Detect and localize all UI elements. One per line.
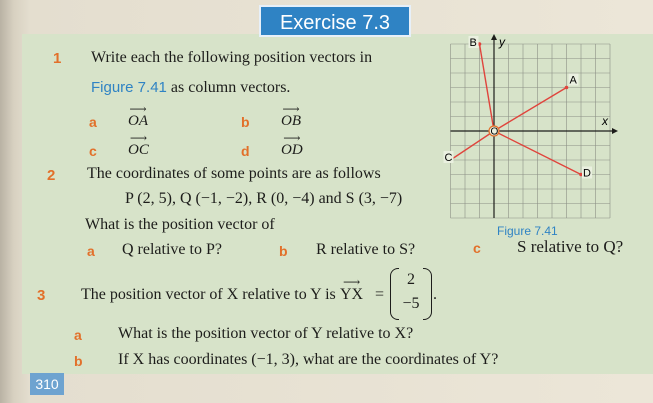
q2b-label: b — [279, 243, 288, 259]
y-axis-arrow — [491, 34, 497, 40]
q1d-vector: ⟶ OD — [281, 131, 303, 158]
q2-line1: The coordinates of some points are as follows — [87, 165, 381, 182]
q2a-text: Q relative to P? — [122, 241, 222, 258]
q3b-text: If X has coordinates (−1, 3), what are the coordinates of Y? — [118, 351, 499, 368]
q2c-label: c — [473, 240, 481, 256]
q3-vector: ⟶ YX — [340, 275, 364, 303]
q3-number: 3 — [37, 287, 46, 304]
page-number: 310 — [30, 373, 64, 395]
point-label-C: C — [444, 152, 453, 164]
q1-line2: Figure 7.41 as column vectors. — [91, 79, 291, 96]
column-bottom: −5 — [402, 295, 420, 312]
q1a-vector: ⟶ OA — [128, 102, 148, 129]
point-A — [565, 86, 569, 90]
position-vector-grid-figure — [444, 30, 619, 222]
q3-end: . — [433, 286, 437, 303]
q3a-label: a — [74, 327, 82, 343]
q2b-text: R relative to S? — [316, 241, 416, 258]
q1b-label: b — [241, 114, 250, 130]
q1c-label: c — [89, 143, 97, 159]
figure-reference-link[interactable]: Figure 7.41 — [91, 79, 167, 96]
y-axis-label: y — [499, 35, 505, 49]
q1a-label: a — [89, 114, 97, 130]
point-label-A: A — [569, 74, 577, 87]
column-top: 2 — [407, 271, 415, 288]
origin-label: O — [490, 126, 499, 138]
q3-equals: = — [375, 286, 385, 303]
vector-OA — [494, 88, 567, 132]
q3-column-vector — [390, 268, 432, 320]
q3a-text: What is the position vector of Y relative to X? — [118, 325, 414, 342]
point-label-B: B — [469, 37, 477, 49]
figure-caption: Figure 7.41 — [497, 224, 558, 238]
q2a-label: a — [87, 243, 95, 259]
q1-line1: Write each the following position vectors in — [91, 49, 373, 66]
q3-stem: The position vector of X relative to Y is — [81, 286, 336, 303]
q2-coordinates: P (2, 5), Q (−1, −2), R (0, −4) and S (3, −7) — [125, 190, 403, 207]
q2-number: 2 — [47, 167, 56, 184]
q2c-text: S relative to Q? — [517, 237, 624, 256]
exercise-title: Exercise 7.3 — [259, 5, 411, 37]
q3b-label: b — [74, 353, 83, 369]
q1b-vector: ⟶ OB — [281, 102, 301, 129]
x-axis-label: x — [602, 114, 608, 128]
q2-line3: What is the position vector of — [85, 216, 275, 233]
q1c-vector: ⟶ OC — [128, 131, 149, 158]
point-label-D: D — [583, 167, 591, 180]
q1-number: 1 — [53, 50, 62, 67]
x-axis-arrow — [612, 128, 618, 134]
q1d-label: d — [241, 143, 250, 159]
